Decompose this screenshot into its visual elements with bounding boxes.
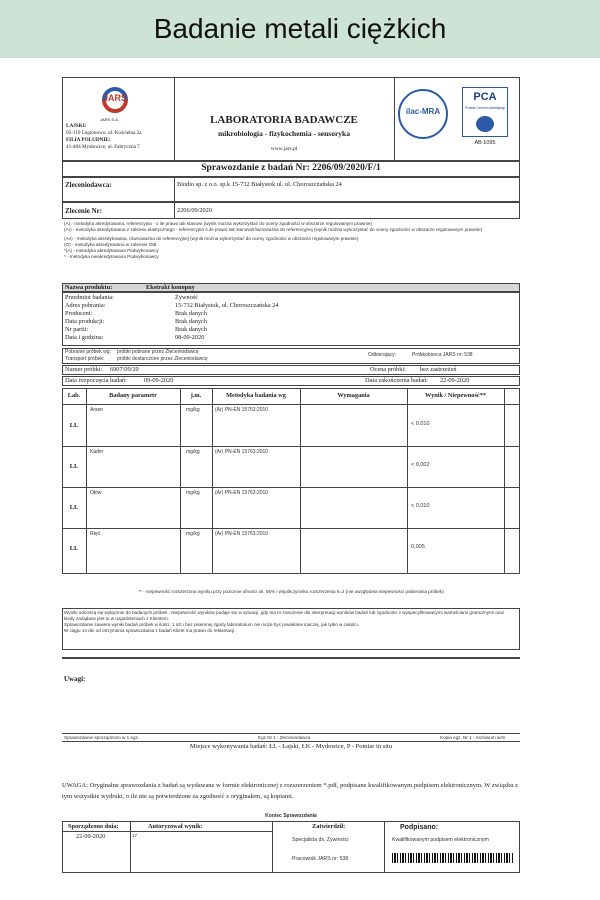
signed-label: Podpisano: xyxy=(400,824,439,831)
signed-value: Kwalifikowanym podpisem elektronicznym xyxy=(392,837,489,843)
table-row-param: Kadm xyxy=(90,449,104,455)
client-value: Biodio sp. z o.o. sp.k 15-732 Białystok ul. ul. Choroszczańska 24 xyxy=(177,181,342,188)
remarks-label: Uwagi: xyxy=(64,675,86,683)
sampled-by-value: próbki pobrane przez Zleceniodawcę xyxy=(117,349,199,355)
report-title: Sprawozdanie z badań Nr: 2206/09/2020/F/1 xyxy=(201,163,381,173)
warning-text: UWAGA: Oryginalne sprawozdania z badań są wydawane w formie elektronicznej z rozszerzeniem *.pdf, podpisane kwalifikowanym podpisem elektronicznym. W związku z tym wszystkie wydruki, o ile nie są potwierdzone za zgodność z oryginałem, są kopiami. xyxy=(62,782,519,800)
approved-role: Specjalista ds. Żywności xyxy=(292,837,349,843)
prepared-value: 22-09-2020 xyxy=(76,833,106,840)
table-row-lab: LL xyxy=(69,422,79,429)
client-label: Zleceniodawca: xyxy=(65,181,112,189)
jars-logo xyxy=(98,83,132,117)
end-of-report: Koniec Sprawozdania xyxy=(265,813,317,819)
authorized-label: Autoryzował wynik: xyxy=(148,823,203,830)
place-line: Miejsce wykonywania badań: ŁL - Łajski, ŁK - Mydowice, P - Pomiar in situ xyxy=(189,743,393,750)
table-row-result: < 0,010 xyxy=(411,421,430,427)
transport-value: próbki dostarczone przez Zleceniodawcę xyxy=(117,356,208,362)
page-number: 17 xyxy=(132,833,138,838)
table-row-result: < 0,002 xyxy=(411,462,430,468)
title-bar xyxy=(0,0,600,58)
table-row-param: Ołów xyxy=(90,490,102,496)
end-date-label: Data zakończenia badań: xyxy=(365,377,428,384)
lab-addresses: LAJSKI: 05-119 Legionowo, ul. Kościelna 2a FILIA POLUDNIE: 41-404 Mysłowice, ul. Fabryczna 7 xyxy=(66,123,142,150)
uncertainty-note: ** - niepewność rozszerzona wyniku przy poziomie ufności ok. 95% i współczynniku rozszerzenia k=2 (nie uwzględnia niepewności pobierania próbek) xyxy=(138,589,444,594)
sample-number-label: Numer próbki: xyxy=(65,366,103,373)
assessment-label: Ocena próbki: xyxy=(370,366,406,373)
notes-text: Wyniki odnoszą się wyłącznie do badanych próbek . Niepewność wyników podaje się w sytuacji, gdy ma to znaczenie dla interpretacji wyników badań lub zgodności z wyspecyfikowanymi wartościami granicznymi oraz kiedy zażądane jest to w uzgodnieniach z Klientem. Sprawozdanie zawiera wyniki badań próbek w ilości: 1 szt i bez pisemnej zgody laboratorium nie może być powielane inaczej, jak tylko w całości. W ciągu 14 dni od otrzymania sprawozdania z badań Klient ma prawo do reklamacji. xyxy=(64,610,505,633)
table-row-method: (Ar) PN-EN 15763:2010 xyxy=(215,490,269,496)
col-header-requirements: Wymagania xyxy=(337,392,370,399)
col-header-method: Metodyka badania wg xyxy=(226,392,286,399)
table-row-lab: LL xyxy=(69,463,79,470)
notes-separator xyxy=(62,657,520,659)
col-header-unit: j.m. xyxy=(190,392,202,399)
method-legend: (A) - metodyka akredytowana, referencyjna - o ile prawo tak stanowi (wynik można wykorzystać do oceny zgodności w obszarze regulowanym prawnie) (Ar) - metodyka akredytowana z zakresu elastycznego - referencyjna o ile prawo tak stanowi/równoważna do referencyjnej (wynik można wykorzystać do oceny zgodności w obszarze regulowanym prawnie) (An) - metodyka akredytowana, równoważna do referencyjnej (wynik można wykorzystać do oceny zgodności w obszarze regulowanym prawnie) (O) - metodyka akredytowana w zakresie OiB *(A) - metodyka akredytowana Podwykonawcy * - metodyka nieakredytowana Podwykonawcy xyxy=(64,221,483,259)
col-header-lab: Lab. xyxy=(67,392,81,399)
distribution-left: Sprawozdanie sporządzono w 1 egz. xyxy=(64,735,140,740)
approved-label: Zatwierdził: xyxy=(312,823,346,830)
order-box xyxy=(62,202,520,219)
product-name-row xyxy=(62,283,520,292)
distribution-middle: Egz.Nr 1 : Zleceniodawca xyxy=(258,735,311,740)
table-row-param: Rtęć xyxy=(90,531,101,537)
results-table xyxy=(62,388,520,574)
table-row-method: (Ar) PN-EN 15763:2010 xyxy=(215,449,269,455)
lab-subtitle: mikrobiologia - fizykochemia - sensoryka xyxy=(218,129,350,138)
distribution-right: Kopia egz. Nr 1 - Archiwum w/m xyxy=(440,735,506,740)
report-document xyxy=(62,77,520,897)
page-title: Badanie metali ciężkich xyxy=(153,13,447,44)
logo-subtext: JARS S.A. xyxy=(100,117,119,122)
sampled-by-label: Pobranie próbek wg: xyxy=(65,349,111,355)
barcode-icon xyxy=(392,853,514,863)
accreditation-number: AB 1095 xyxy=(474,140,496,146)
logo-text: JARS xyxy=(102,93,127,103)
transport-label: Transport próbek: xyxy=(65,356,105,362)
prepared-label: Sporządzono dnia: xyxy=(68,823,119,830)
website: www.jars.pl xyxy=(270,146,298,152)
table-row-method: (Ar) PN-EN 15763:2010 xyxy=(215,407,269,413)
table-row-result: < 0,010 xyxy=(411,503,430,509)
start-date-label: Data rozpoczęcia badań: xyxy=(65,377,127,384)
start-date-value: 09-09-2020 xyxy=(144,377,174,384)
table-row-unit: mg/kg xyxy=(186,407,200,413)
table-row-result: 0,005 xyxy=(411,544,425,550)
lab-title: LABORATORIA BADAWCZE xyxy=(210,114,358,126)
end-date-value: 22-09-2020 xyxy=(440,377,470,384)
order-label: Zlecenie Nr: xyxy=(65,207,103,215)
table-row-unit: mg/kg xyxy=(186,449,200,455)
table-row-method: (Ar) PN-EN 15763:2010 xyxy=(215,531,269,537)
product-name-label: Nazwa produktu: xyxy=(65,284,113,291)
product-details-box xyxy=(62,292,520,346)
receiver-value: Próbkobiorca JARS nr: 538 xyxy=(412,352,473,358)
table-row-param: Arsen xyxy=(90,407,104,413)
pca-logo: PCA Polskie Centrum Akredytacji xyxy=(462,87,508,137)
product-name-value: Ekstrakt konopny xyxy=(146,284,195,291)
order-value: 2206/09/2020 xyxy=(177,207,212,214)
product-detail-labels: Przedmiot badania: Adres pobrania: Producent: Data produkcji: Nr partii: Data i godzina: xyxy=(65,294,114,341)
table-row-lab: LL xyxy=(69,545,79,552)
receiver-label: Odbierający: xyxy=(368,352,397,358)
sample-number-value: 6907/09/20 xyxy=(110,366,139,373)
col-header-result: Wynik / Niepewność** xyxy=(425,392,486,399)
approved-employee: Pracownik JARS nr: 538 xyxy=(292,856,349,862)
table-row-lab: LL xyxy=(69,504,79,511)
table-row-unit: mg/kg xyxy=(186,490,200,496)
table-row-unit: mg/kg xyxy=(186,531,200,537)
assessment-value: bez zastrzeżeń xyxy=(420,366,457,373)
ilac-mra-logo: ilac-MRA xyxy=(398,89,448,139)
col-header-param: Badany parametr xyxy=(109,392,157,399)
product-detail-values: Żywność 15-732 Białystok, ul. Choroszczańska 24 Brak danych Brak danych Brak danych 08-09-2020 xyxy=(175,294,279,341)
